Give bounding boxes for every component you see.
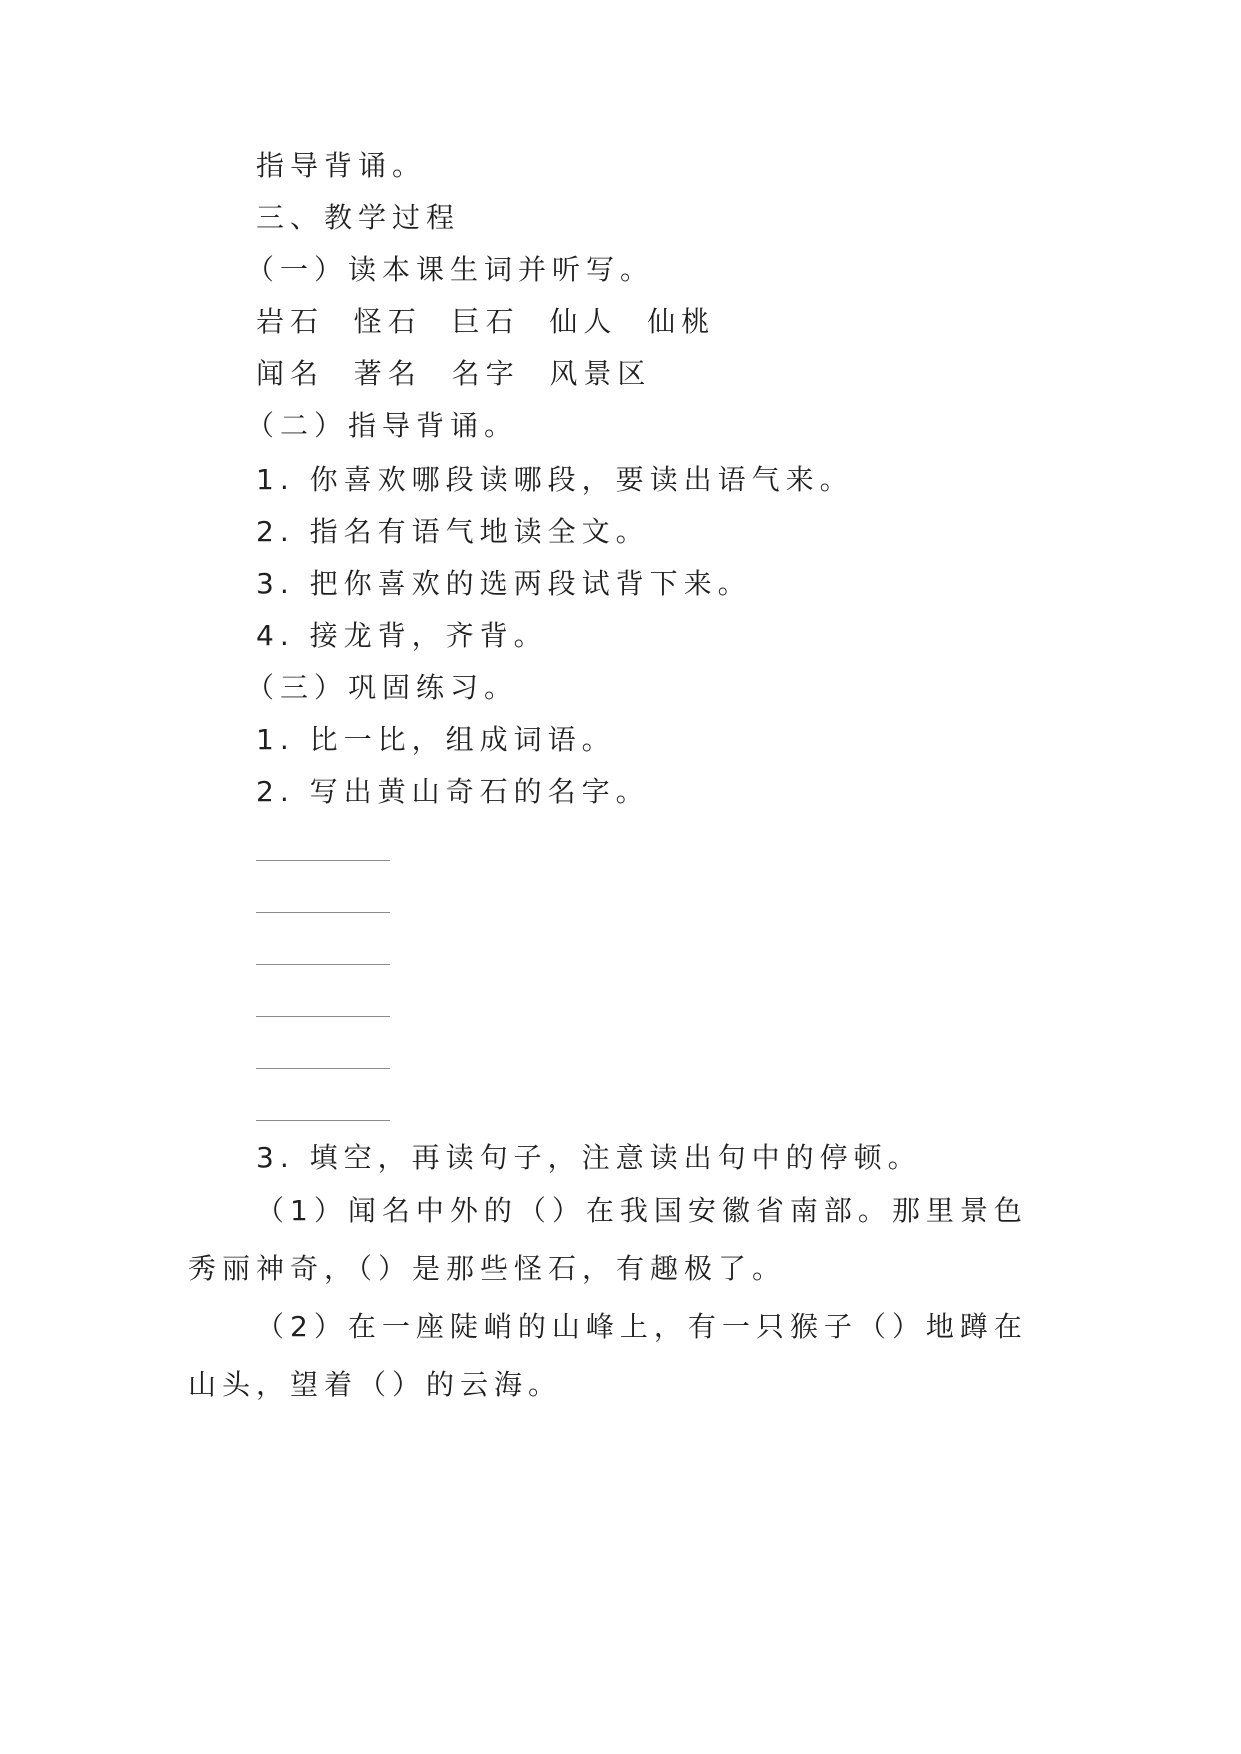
text-line: 指导背诵。	[256, 149, 427, 182]
answer-blank-line	[256, 912, 390, 913]
vocabulary-line: 岩石 怪石 巨石 仙人 仙桃	[256, 305, 716, 338]
fill-in-sentence-2: （2）在一座陡峭的山峰上，有一只猴子（）地蹲在山头，望着（）的云海。	[188, 1310, 1028, 1401]
list-item: 2. 指名有语气地读全文。	[256, 515, 650, 548]
list-item: 2. 写出黄山奇石的名字。	[256, 775, 650, 808]
list-item: 3. 把你喜欢的选两段试背下来。	[256, 567, 752, 600]
vocabulary-line: 闻名 著名 名字 风景区	[256, 357, 652, 390]
list-item: 4. 接龙背，齐背。	[256, 619, 548, 652]
answer-blank-line	[256, 964, 390, 965]
answer-blank-line	[256, 1068, 390, 1069]
section-heading: 三、教学过程	[256, 201, 461, 234]
answer-blank-line	[256, 1120, 390, 1121]
subsection-heading: （二）指导背诵。	[246, 409, 519, 442]
list-item: 1. 你喜欢哪段读哪段，要读出语气来。	[256, 463, 854, 496]
list-item: 3. 填空，再读句子，注意读出句中的停顿。	[256, 1141, 922, 1174]
answer-blank-line	[256, 1016, 390, 1017]
subsection-heading: （三）巩固练习。	[246, 671, 519, 704]
answer-blank-line	[256, 860, 390, 861]
fill-in-sentence-1: （1）闻名中外的（）在我国安徽省南部。那里景色秀丽神奇，（）是那些怪石，有趣极了。	[188, 1194, 1028, 1285]
subsection-heading: （一）读本课生词并听写。	[246, 253, 655, 286]
list-item: 1. 比一比，组成词语。	[256, 723, 616, 756]
